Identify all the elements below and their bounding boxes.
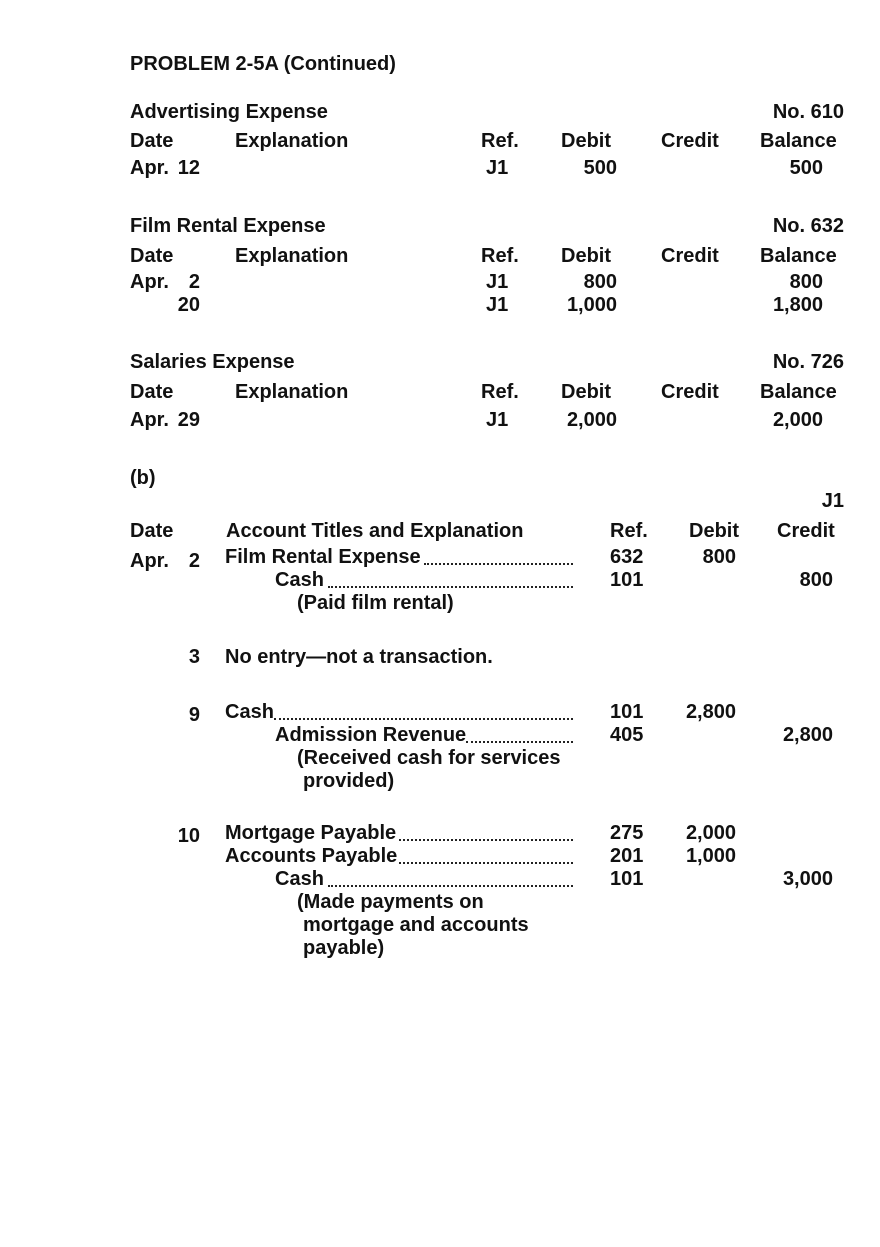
entry-debit: 2,800: [685, 701, 736, 723]
row-debit: 800: [583, 271, 617, 293]
entry-day: 9: [188, 704, 200, 726]
entry-explanation: (Received cash for services: [297, 747, 561, 769]
leader-dots: [399, 862, 573, 864]
part-label: (b): [130, 467, 156, 489]
header-explanation: Explanation: [235, 381, 349, 403]
ledger-number: No. 726: [772, 351, 844, 373]
entry-day: 3: [188, 646, 200, 668]
entry-explanation: (Made payments on: [297, 891, 484, 913]
entry-account-debit: Accounts Payable: [225, 845, 398, 867]
ledger-name: Film Rental Expense: [130, 215, 326, 237]
journal-header-ref: Ref.: [610, 520, 648, 542]
leader-dots: [328, 885, 573, 887]
entry-ref: 201: [610, 845, 644, 867]
ledger-name: Advertising Expense: [130, 101, 328, 123]
entry-day: 2: [188, 550, 200, 572]
page-title: PROBLEM 2-5A (Continued): [130, 53, 396, 75]
entry-ref: 101: [610, 569, 644, 591]
header-debit: Debit: [561, 381, 611, 403]
row-balance: 500: [789, 157, 823, 179]
header-balance: Balance: [760, 381, 837, 403]
entry-debit: 2,000: [685, 822, 736, 844]
journal-header-credit: Credit: [777, 520, 835, 542]
row-ref: J1: [486, 271, 509, 293]
row-day: 20: [177, 294, 200, 316]
row-ref: J1: [486, 294, 509, 316]
entry-ref: 101: [610, 868, 644, 890]
entry-debit: 800: [702, 546, 736, 568]
entry-account-debit: Mortgage Payable: [225, 822, 397, 844]
header-date: Date: [130, 130, 174, 152]
header-balance: Balance: [760, 245, 837, 267]
row-day: 29: [177, 409, 200, 431]
entry-explanation: mortgage and accounts: [303, 914, 529, 936]
header-credit: Credit: [661, 130, 719, 152]
entry-explanation: payable): [303, 937, 385, 959]
row-balance: 1,800: [772, 294, 823, 316]
leader-dots: [399, 839, 573, 841]
row-debit: 500: [583, 157, 617, 179]
header-credit: Credit: [661, 381, 719, 403]
header-debit: Debit: [561, 245, 611, 267]
entry-ref: 632: [610, 546, 644, 568]
leader-dots: [274, 718, 573, 720]
leader-dots: [466, 741, 573, 743]
entry-day: 10: [177, 825, 200, 847]
row-month: Apr.: [130, 157, 169, 179]
entry-note: No entry—not a transaction.: [225, 646, 493, 668]
row-debit: 1,000: [566, 294, 617, 316]
row-month: Apr.: [130, 271, 169, 293]
journal-header-date: Date: [130, 520, 174, 542]
entry-ref: 275: [610, 822, 644, 844]
entry-month: Apr.: [130, 550, 169, 572]
header-debit: Debit: [561, 130, 611, 152]
header-explanation: Explanation: [235, 130, 349, 152]
row-day: 2: [188, 271, 200, 293]
header-date: Date: [130, 381, 174, 403]
journal-page-ref: J1: [821, 490, 844, 512]
header-explanation: Explanation: [235, 245, 349, 267]
entry-account-debit: Film Rental Expense: [225, 546, 421, 568]
row-debit: 2,000: [566, 409, 617, 431]
entry-account-debit: Cash: [225, 701, 274, 723]
leader-dots: [424, 563, 573, 565]
ledger-name: Salaries Expense: [130, 351, 295, 373]
entry-debit: 1,000: [685, 845, 736, 867]
row-ref: J1: [486, 409, 509, 431]
header-date: Date: [130, 245, 174, 267]
row-balance: 800: [789, 271, 823, 293]
header-credit: Credit: [661, 245, 719, 267]
row-balance: 2,000: [772, 409, 823, 431]
journal-header-debit: Debit: [689, 520, 739, 542]
entry-explanation: provided): [303, 770, 395, 792]
header-balance: Balance: [760, 130, 837, 152]
entry-credit: 800: [799, 569, 833, 591]
ledger-number: No. 632: [772, 215, 844, 237]
leader-dots: [328, 586, 573, 588]
entry-credit: 2,800: [782, 724, 833, 746]
entry-account-credit: Cash: [275, 569, 324, 591]
entry-account-credit: Admission Revenue: [275, 724, 467, 746]
entry-credit: 3,000: [782, 868, 833, 890]
row-day: 12: [177, 157, 200, 179]
header-ref: Ref.: [481, 245, 519, 267]
row-month: Apr.: [130, 409, 169, 431]
row-ref: J1: [486, 157, 509, 179]
entry-ref: 405: [610, 724, 644, 746]
header-ref: Ref.: [481, 130, 519, 152]
entry-ref: 101: [610, 701, 644, 723]
entry-account-credit: Cash: [275, 868, 324, 890]
entry-explanation: (Paid film rental): [297, 592, 454, 614]
header-ref: Ref.: [481, 381, 519, 403]
ledger-number: No. 610: [772, 101, 844, 123]
journal-header-account: Account Titles and Explanation: [226, 520, 524, 542]
